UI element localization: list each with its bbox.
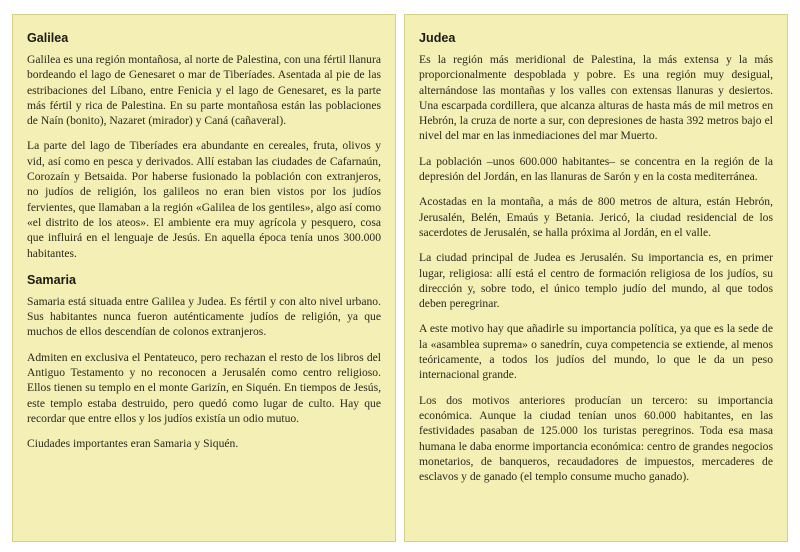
samaria-paragraph-1: Samaria está situada entre Galilea y Judea. Es fértil y con alto nivel urbano. Sus habitantes nunca fueron auténticamente judíos de religión, ya que muchos de ellos descendían de colonos extranjeros. xyxy=(27,294,381,339)
judea-paragraph-1: Es la región más meridional de Palestina, la más extensa y la más proporcionalmente despoblada y pobre. Es una región muy desigual, alternándose las montañas y los valles con extensas llanuras y desiertos. Una escarpada cordillera, que alcanza alturas de hasta más de mil metros en Hebrón, la cruza de norte a sur, con depresiones de hasta 392 metros bajo el nivel del mar en las inmediaciones del mar Muerto. xyxy=(419,53,773,143)
left-column-panel xyxy=(12,14,396,542)
right-column-panel xyxy=(404,14,788,542)
judea-paragraph-4: La ciudad principal de Judea es Jerusalén. Su importancia es, en primer lugar, religiosa: allí está el centro de formación religiosa de los judíos, su dirección y, sobre todo, el único templo judío del mundo, al que todos deben peregrinar. xyxy=(419,251,773,311)
samaria-paragraph-3: Ciudades importantes eran Samaria y Siquén. xyxy=(27,437,239,451)
judea-paragraph-3: Acostadas en la montaña, a más de 800 metros de altura, están Hebrón, Jerusalén, Belén, Emaús y Betania. Jericó, la ciudad residencial de los sacerdotes de Jerusalén, se halla próxima al Jordán, en el valle. xyxy=(419,195,773,239)
judea-heading: Judea xyxy=(419,31,456,45)
samaria-heading: Samaria xyxy=(27,272,77,287)
galilea-paragraph-2: La parte del lago de Tiberíades era abundante en cereales, fruta, olivos y vid, así como en pesca y derivados. Allí estaban las ciudades de Cafarnaún, Corozaín y Betsaida. Por haberse fusionado la población con extranjeros, no judíos de religión, los galileos no eran bien vistos por los judíos fervientes, que llamaban a la región «Galilea de los gentiles», algo así como «el distrito de los ateos». El ambiente era muy agrícola y pesquero, cosa que influirá en el lenguaje de Jesús. En aquella época tenía unos 300.000 habitantes. xyxy=(27,139,381,260)
judea-paragraph-6: Los dos motivos anteriores producían un tercero: su importancia económica. Aunque la ciudad tenían unos 60.000 habitantes, en las festividades pasaban de 125.000 los turistas peregrinos. Toda esa masa humana le daba enorme importancia económica: centro de grandes negocios monetarios, de banqueros, recaudadores de impuestos, mercaderes de esclavos y de ganado (el templo consume mucho ganado). xyxy=(419,393,773,484)
galilea-paragraph-1: Galilea es una región montañosa, al norte de Palestina, con una fértil llanura bordeando el lago de Genesaret o mar de Tiberíades. Asentada al pie de las estribaciones del Líbano, entre Fenicia y el lago de Genesaret, es la parte más fértil y rica de Palestina. En su parte montañosa están las poblaciones de Naín (bonito), Nazaret (mirador) y Caná (cañaveral). xyxy=(27,53,381,128)
galilea-heading: Galilea xyxy=(27,31,69,45)
judea-paragraph-5: A este motivo hay que añadirle su importancia política, ya que es la sede de la «asamblea suprema» o sanedrín, cuya competencia se extiende, al menos teóricamente, a todos los judíos del mundo, lo que le da un peso internacional grande. xyxy=(419,322,773,382)
samaria-paragraph-2: Admiten en exclusiva el Pentateuco, pero rechazan el resto de los libros del Antiguo Testamento y no reconocen a Jerusalén como centro religioso. Ellos tienen su templo en el monte Garizín, en Siquén. En tiempos de Jesús, este templo estaba destruido, pero quedó como lugar de culto. Hay que recordar que entre ellos y los judíos existía un odio mutuo. xyxy=(27,350,381,425)
judea-paragraph-2: La población –unos 600.000 habitantes– se concentra en la región de la depresión del Jordán, en las llanuras de Sarón y en la costa mediterránea. xyxy=(419,154,773,184)
